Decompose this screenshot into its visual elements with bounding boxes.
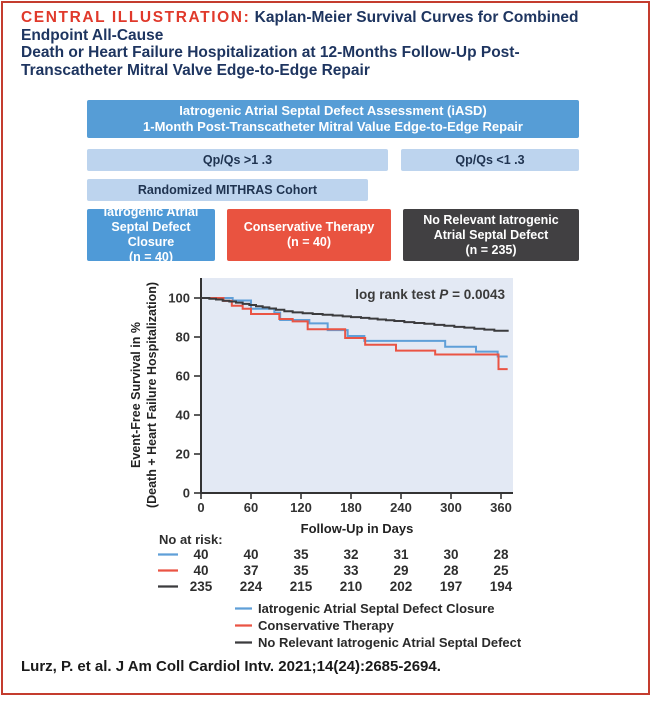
group-box-iasd-closure — [87, 205, 215, 264]
cohort-box — [87, 179, 368, 201]
citation: Lurz, P. et al. J Am Coll Cardiol Intv. 2021;14(24):2685-2694. — [21, 658, 441, 675]
legend-label: No Relevant Iatrogenic Atrial Septal Defect — [258, 635, 522, 650]
title-line-1 — [21, 9, 640, 27]
plot-area — [201, 278, 513, 493]
risk-count: 28 — [493, 547, 509, 562]
qpqs-high-box — [87, 149, 388, 171]
group-box-no-relevant-iasd — [403, 209, 579, 261]
y-tick-label: 80 — [175, 329, 190, 345]
risk-count: 215 — [289, 579, 313, 594]
y-tick-label: 0 — [182, 485, 190, 501]
assessment-box-line-1: Iatrogenic Atrial Septal Defect Assessment (iASD) — [179, 103, 487, 118]
risk-count: 197 — [439, 579, 463, 594]
y-tick-label: 20 — [175, 446, 190, 462]
central-illustration-label: CENTRAL ILLUSTRATION: — [21, 9, 251, 26]
qpqs-low-box — [401, 149, 579, 171]
group-3-line-3: (n = 235) — [465, 242, 517, 257]
qpqs-low-label: Qp/Qs <1 .3 — [455, 153, 525, 167]
group-1-line-3: (n = 40) — [128, 250, 174, 264]
group-3-line-1: No Relevant Iatrogenic — [423, 212, 559, 227]
assessment-box — [87, 100, 579, 138]
risk-count: 35 — [293, 547, 309, 562]
title-line-3: Death or Heart Failure Hospitalization at 12-Months Follow-Up Post- — [21, 44, 520, 61]
risk-count: 202 — [389, 579, 413, 594]
risk-count: 40 — [193, 547, 209, 562]
risk-count: 37 — [243, 563, 259, 578]
risk-count: 32 — [343, 547, 359, 562]
figure-title — [21, 9, 640, 79]
group-1-line-1: Iatrogenic Atrial — [103, 205, 199, 219]
title-line-4: Transcatheter Mitral Valve Edge-to-Edge Repair — [21, 61, 370, 79]
figure-frame — [1, 1, 650, 695]
log-rank-annotation: log rank test P = 0.0043 — [355, 287, 505, 302]
risk-count: 40 — [243, 547, 259, 562]
kaplan-meier-chart — [3, 271, 650, 655]
x-tick-label: 360 — [490, 500, 512, 515]
legend-label: Iatrogenic Atrial Septal Defect Closure — [258, 601, 495, 616]
group-2-line-1: Conservative Therapy — [243, 220, 375, 234]
legend-label: Conservative Therapy — [258, 618, 394, 633]
risk-count: 30 — [443, 547, 459, 562]
risk-count: 31 — [393, 547, 409, 562]
x-tick-label: 0 — [197, 500, 205, 515]
y-tick-label: 60 — [175, 368, 190, 384]
risk-count: 235 — [189, 579, 213, 594]
group-3-line-2: Atrial Septal Defect — [433, 227, 549, 242]
risk-count: 28 — [443, 563, 459, 578]
x-tick-label: 120 — [290, 500, 312, 515]
risk-count: 35 — [293, 563, 309, 578]
risk-count: 33 — [343, 563, 359, 578]
title-text-1: Kaplan-Meier Survival Curves for Combined — [254, 9, 579, 26]
risk-table-label: No at risk: — [159, 532, 223, 547]
risk-count: 194 — [489, 579, 513, 594]
group-2-line-2: (n = 40) — [286, 235, 332, 249]
x-tick-label: 240 — [390, 500, 412, 515]
x-tick-label: 60 — [243, 500, 259, 515]
x-tick-label: 180 — [340, 500, 362, 515]
risk-count: 210 — [339, 579, 363, 594]
risk-count: 224 — [239, 579, 263, 594]
y-axis-label-line-2: (Death + Heart Failure Hospitalization) — [145, 281, 159, 509]
title-line-2: Endpoint All-Cause — [21, 26, 164, 44]
qpqs-high-label: Qp/Qs >1 .3 — [202, 153, 273, 167]
assessment-box-line-2: 1-Month Post-Transcatheter Mitral Value Edge-to-Edge Repair — [143, 119, 523, 134]
x-tick-label: 300 — [440, 500, 462, 515]
cohort-label: Randomized MITHRAS Cohort — [137, 183, 318, 197]
x-axis-label: Follow-Up in Days — [300, 521, 414, 536]
group-box-conservative-therapy — [227, 209, 391, 261]
risk-count: 40 — [193, 563, 209, 578]
risk-count: 29 — [393, 563, 409, 578]
risk-count: 25 — [493, 563, 509, 578]
group-1-line-2: Septal Defect Closure — [111, 220, 191, 249]
y-tick-label: 100 — [168, 290, 190, 306]
y-axis-label-line-1: Event-Free Survival in % — [129, 322, 143, 468]
y-tick-label: 40 — [175, 407, 190, 423]
